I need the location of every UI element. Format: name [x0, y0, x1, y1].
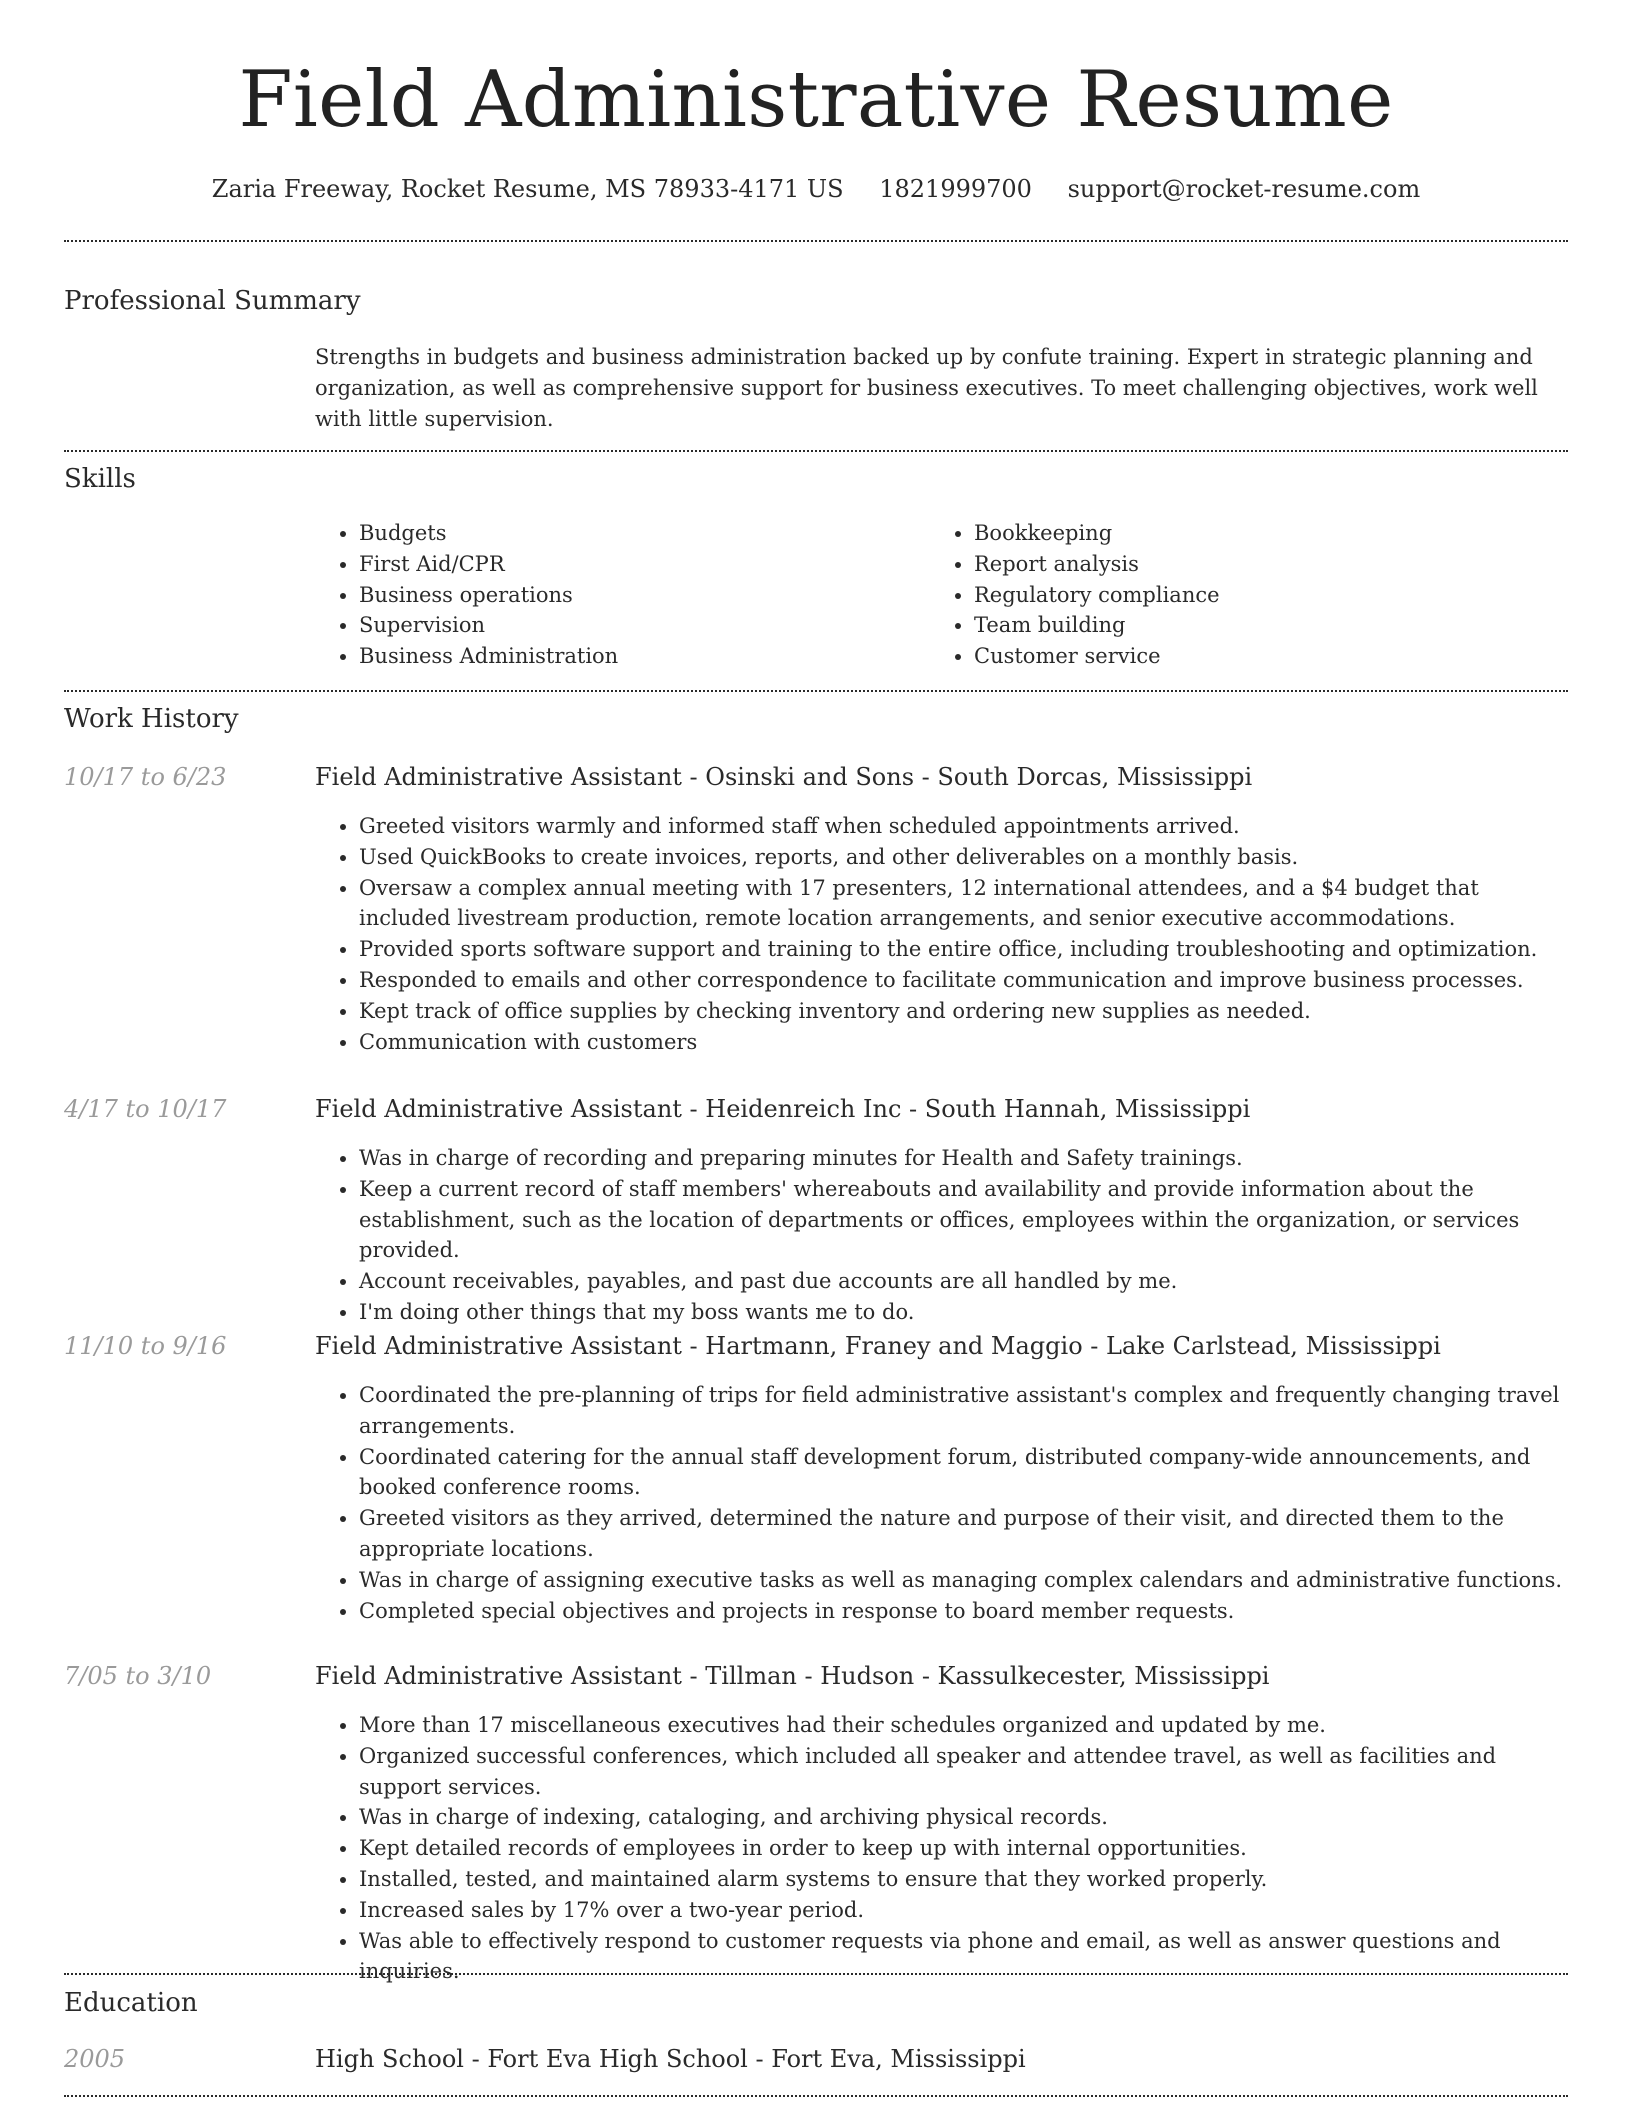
job-bullet: • Greeted visitors as they arrived, determined the nature and purpose of their visit, and directed them to the appropriate locations.: [359, 1503, 1568, 1565]
skills-list-right: [930, 518, 1534, 672]
divider: [64, 1973, 1568, 1975]
job-bullet: • Greeted visitors warmly and informed staff when scheduled appointments arrived.: [359, 811, 1568, 842]
job-bullet: • Coordinated the pre-planning of trips for field administrative assistant's complex and frequently changing travel arrangements.: [359, 1380, 1568, 1442]
job-bullets: [315, 811, 1568, 1057]
contact-email: support@rocket-resume.com: [1067, 175, 1421, 203]
job-dates: 7/05 to 3/10: [64, 1662, 212, 1690]
education-heading: Education: [64, 1988, 198, 2018]
job-bullet: • Coordinated catering for the annual staff development forum, distributed company-wide announcements, and booked conference rooms.: [359, 1442, 1568, 1504]
work-heading: Work History: [64, 704, 239, 734]
job-bullet: • More than 17 miscellaneous executives had their schedules organized and updated by me.: [359, 1710, 1568, 1741]
job-bullets: [315, 1380, 1568, 1626]
skill-item: • Business Administration: [359, 641, 919, 672]
job-bullet: • Organized successful conferences, which included all speaker and attendee travel, as well as facilities and support services.: [359, 1741, 1568, 1803]
job-bullets: [315, 1710, 1568, 1987]
skill-item: • Team building: [974, 610, 1534, 641]
contact-line: [64, 172, 1568, 206]
job-bullet: • Increased sales by 17% over a two-year period.: [359, 1895, 1568, 1926]
job-dates: 10/17 to 6/23: [64, 763, 227, 791]
skill-item: • Budgets: [359, 518, 919, 549]
job-bullet: • Communication with customers: [359, 1027, 1568, 1058]
job-bullet: • Account receivables, payables, and past due accounts are all handled by me.: [359, 1266, 1568, 1297]
resume-title: Field Administrative Resume: [238, 55, 1394, 145]
job-bullet: • Provided sports software support and training to the entire office, including troubleshooting and optimization.: [359, 934, 1568, 965]
job-bullet: • Kept track of office supplies by checking inventory and ordering new supplies as needed.: [359, 996, 1568, 1027]
divider: [64, 2095, 1568, 2097]
job-title: Field Administrative Assistant - Tillman - Hudson - Kassulkecester, Mississippi: [315, 1662, 1270, 1690]
job-bullet: • Was in charge of assigning executive tasks as well as managing complex calendars and administrative functions.: [359, 1565, 1568, 1596]
summary-heading: Professional Summary: [64, 286, 361, 316]
job-bullet: • Was in charge of indexing, cataloging, and archiving physical records.: [359, 1802, 1568, 1833]
divider: [64, 450, 1568, 452]
job-bullet: • Responded to emails and other correspondence to facilitate communication and improve business processes.: [359, 965, 1568, 996]
job-title: Field Administrative Assistant - Heidenreich Inc - South Hannah, Mississippi: [315, 1095, 1251, 1123]
job-title: Field Administrative Assistant - Hartmann, Franey and Maggio - Lake Carlstead, Mississippi: [315, 1332, 1441, 1360]
job-bullet: • Was able to effectively respond to customer requests via phone and email, as well as answer questions and inquiries.: [359, 1926, 1568, 1988]
job-bullet: • Oversaw a complex annual meeting with 17 presenters, 12 international attendees, and a $4 budget that included livestream production, remote location arrangements, and senior executive accommodations.: [359, 873, 1568, 935]
skill-item: • Report analysis: [974, 549, 1534, 580]
job-bullet: • Installed, tested, and maintained alarm systems to ensure that they worked properly.: [359, 1864, 1568, 1895]
summary-text: Strengths in budgets and business administration backed up by confute training. Expert in strategic planning and organization, as well as comprehensive support for business executives. To meet challenging objectives, work well with little supervision.: [315, 345, 1538, 431]
skill-item: • Supervision: [359, 610, 919, 641]
job-bullets: [315, 1143, 1568, 1328]
skills-list-left: [315, 518, 919, 672]
job-bullet: • Kept detailed records of employees in order to keep up with internal opportunities.: [359, 1833, 1568, 1864]
skill-item: • Business operations: [359, 580, 919, 611]
job-bullet: • Was in charge of recording and preparing minutes for Health and Safety trainings.: [359, 1143, 1568, 1174]
job-bullet: • Completed special objectives and projects in response to board member requests.: [359, 1596, 1568, 1627]
job-bullet: • Keep a current record of staff members' whereabouts and availability and provide information about the establishment, such as the location of departments or offices, employees within the organization, or services provided.: [359, 1174, 1568, 1266]
contact-phone: 1821999700: [879, 175, 1032, 203]
divider: [64, 240, 1568, 242]
education-year: 2005: [64, 2045, 126, 2073]
divider: [64, 690, 1568, 692]
education-title: High School - Fort Eva High School - Fort Eva, Mississippi: [315, 2045, 1026, 2073]
job-bullet: • I'm doing other things that my boss wants me to do.: [359, 1297, 1568, 1328]
skills-heading: Skills: [64, 464, 136, 494]
contact-address: Zaria Freeway, Rocket Resume, MS 78933-4171 US: [211, 175, 844, 203]
skill-item: • First Aid/CPR: [359, 549, 919, 580]
job-dates: 4/17 to 10/17: [64, 1095, 227, 1123]
skill-item: • Regulatory compliance: [974, 580, 1534, 611]
job-bullet: • Used QuickBooks to create invoices, reports, and other deliverables on a monthly basis.: [359, 842, 1568, 873]
skill-item: • Customer service: [974, 641, 1534, 672]
job-dates: 11/10 to 9/16: [64, 1332, 227, 1360]
job-title: Field Administrative Assistant - Osinski and Sons - South Dorcas, Mississippi: [315, 763, 1253, 791]
skill-item: • Bookkeeping: [974, 518, 1534, 549]
